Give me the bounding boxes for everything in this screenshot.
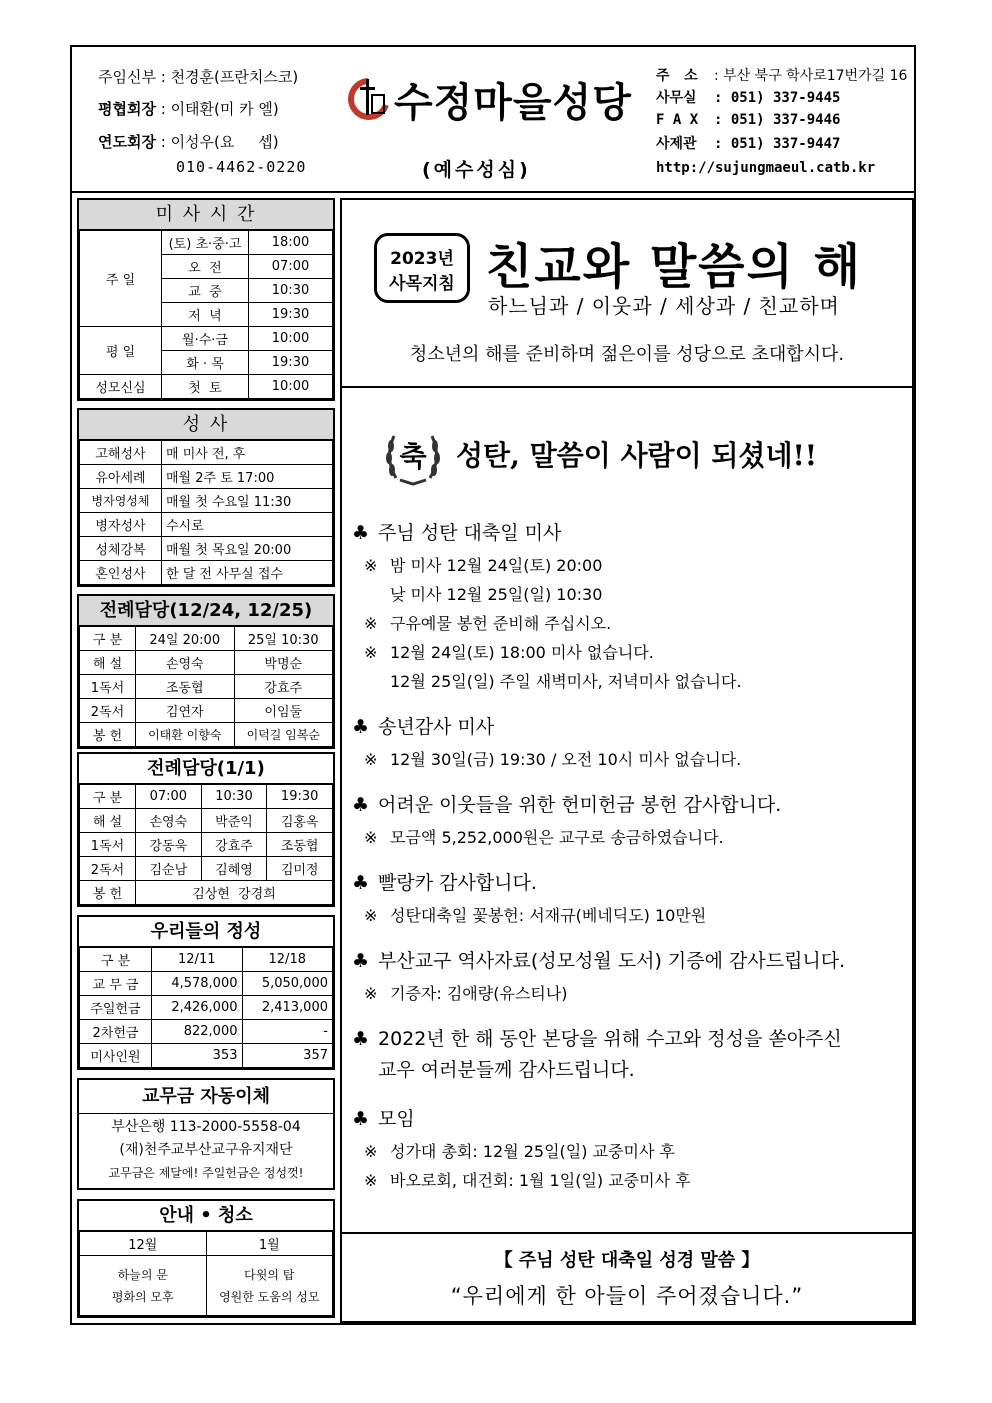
auto-transfer-box	[77, 1078, 335, 1190]
note-mark-icon: ※	[364, 1142, 378, 1161]
cleaning-group: 다윗의 탑	[244, 1267, 295, 1282]
mass-time: 07:00	[249, 255, 333, 279]
role-label: 1독서	[80, 675, 136, 699]
notice-item	[352, 667, 907, 696]
auto-transfer-title: 교무금 자동이체	[79, 1080, 333, 1114]
role-person: 김미정	[267, 857, 333, 881]
note-mark-icon: ※	[364, 643, 378, 662]
mass-time: 19:30	[249, 351, 333, 375]
table-row	[80, 675, 333, 699]
liturgy-xmas-box	[77, 594, 335, 749]
bulletin-header	[72, 47, 914, 193]
address-label: 주 소	[656, 68, 698, 84]
note-mark-icon: ※	[364, 1171, 378, 1190]
club-icon: ♣	[352, 872, 370, 894]
notice-text: 밤 미사 12월 24일(토) 20:00	[390, 556, 603, 575]
scripture-section	[342, 1232, 912, 1321]
pastoral-badge	[374, 233, 470, 303]
sacrament-name: 병자영성체	[80, 489, 162, 513]
notice-item	[352, 1137, 907, 1166]
table-row	[80, 537, 333, 561]
role-person: 김연자	[136, 699, 235, 723]
christmas-banner	[382, 426, 882, 486]
offering-amount: 2,413,000	[242, 996, 333, 1020]
notice-item	[352, 901, 907, 930]
table-row	[80, 785, 333, 809]
sacrament-name: 혼인성사	[80, 561, 162, 585]
club-icon: ♣	[352, 1028, 370, 1050]
liturgy-xmas-title: 전례담당(12/24, 12/25)	[79, 596, 333, 626]
office-line: 사무실 : 051) 337-9445	[656, 90, 841, 106]
notice-item	[352, 1166, 907, 1195]
sacrament-name: 고해성사	[80, 441, 162, 465]
mass-time: 19:30	[249, 303, 333, 327]
role-person: 김상현 강경희	[136, 881, 333, 905]
role-label: 2독서	[80, 857, 136, 881]
cleaning-box	[77, 1199, 335, 1318]
mass-times-box	[77, 198, 335, 401]
role-person: 이임둘	[234, 699, 333, 723]
sacrament-value: 매월 첫 수요일 11:30	[162, 489, 333, 513]
column-header: 구 분	[80, 948, 152, 972]
notice-title: 주님 성탄 대축일 미사	[378, 522, 562, 544]
role-label: 1독서	[80, 833, 136, 857]
role-person: 박준익	[201, 809, 267, 833]
role-label: 봉 헌	[80, 723, 136, 747]
club-icon: ♣	[352, 950, 370, 972]
sacrament-name: 유아세례	[80, 465, 162, 489]
sacrament-name: 병자성사	[80, 513, 162, 537]
note-mark-icon: ※	[364, 906, 378, 925]
notice-heading	[352, 712, 907, 739]
liturgy-xmas-table	[79, 626, 333, 747]
notice-item	[352, 745, 907, 774]
table-row	[80, 489, 333, 513]
offering-label: 교 무 금	[80, 972, 152, 996]
column-header: 12/11	[152, 948, 243, 972]
notice-text: 기증자: 김애량(유스티나)	[390, 984, 568, 1003]
adult-name: 이성우(요 셉)	[170, 133, 279, 151]
role-label: 해 설	[80, 809, 136, 833]
notice-text: 12월 24일(토) 18:00 미사 없습니다.	[390, 643, 654, 662]
rectory-line: 사제관 : 051) 337-9447	[656, 136, 841, 152]
scripture-quote: “우리에게 한 아들이 주어졌습니다.”	[450, 1284, 804, 1308]
notice-item	[352, 823, 907, 852]
notice-text: 성탄대축일 꽃봉헌: 서재규(베네딕도) 10만원	[390, 906, 707, 925]
notice-text: 낮 미사 12월 25일(일) 10:30	[390, 585, 603, 604]
table-row	[80, 1232, 333, 1256]
notice-item	[352, 638, 907, 667]
table-row	[80, 561, 333, 585]
pastoral-motto: 친교와 말씀의 해	[486, 239, 862, 295]
table-row	[80, 809, 333, 833]
note-mark-icon: ※	[364, 984, 378, 1003]
table-row	[80, 1020, 333, 1044]
month-header: 12월	[80, 1232, 207, 1256]
cleaning-title: 안내 • 청소	[79, 1201, 333, 1231]
weekday-label: 평 일	[80, 327, 162, 375]
pastor-line: 주임신부 : 천경훈(프란치스코)	[98, 68, 299, 86]
note-mark-icon: ※	[364, 556, 378, 575]
table-row	[80, 1256, 333, 1316]
pastoral-year: 2023년	[390, 249, 454, 269]
notice-text: 성가대 총회: 12월 25일(일) 교중미사 후	[390, 1142, 675, 1161]
table-row	[80, 441, 333, 465]
council-name: 이태환(미 카 엘)	[170, 100, 279, 118]
table-row	[80, 1044, 333, 1068]
notice-text: 12월 30일(금) 19:30 / 오전 10시 미사 없습니다.	[390, 750, 742, 769]
mass-time: 10:00	[249, 327, 333, 351]
table-row	[80, 948, 333, 972]
note-mark-icon: ※	[364, 828, 378, 847]
devotion-label: 성모신심	[80, 375, 162, 399]
mass-name: 교 중	[162, 279, 249, 303]
council-line: 평협회장 : 이태환(미 카 엘)	[98, 100, 279, 118]
mass-time: 10:00	[249, 375, 333, 399]
offering-amount: 353	[152, 1044, 243, 1068]
table-row	[80, 627, 333, 651]
sacraments-box	[77, 408, 335, 587]
notice-item	[352, 609, 907, 638]
offering-label: 미사인원	[80, 1044, 152, 1068]
role-person: 김홍옥	[267, 809, 333, 833]
offering-amount: 822,000	[152, 1020, 243, 1044]
table-row	[80, 833, 333, 857]
liturgy-newyear-table	[79, 784, 333, 905]
offering-amount: 5,050,000	[242, 972, 333, 996]
sunday-label: 주 일	[80, 231, 162, 327]
adult-label: 연도회장	[98, 133, 156, 151]
bank-account: 부산은행 113-2000-5558-04	[111, 1119, 301, 1135]
office-label: 사무실	[656, 90, 697, 106]
note-mark-icon: ※	[364, 750, 378, 769]
laurel-wreath-icon	[382, 426, 444, 486]
notice-text: 바오로회, 대건회: 1월 1일(일) 교중미사 후	[390, 1171, 691, 1190]
notice-item	[352, 580, 907, 609]
club-icon: ♣	[352, 1108, 370, 1130]
cleaning-dec	[80, 1256, 207, 1316]
adult-line: 연도회장 : 이성우(요 셉)	[98, 133, 279, 151]
sacraments-title: 성 사	[79, 410, 333, 440]
note-mark-icon: ※	[364, 614, 378, 633]
notice-title-continued: 교우 여러분들께 감사드립니다.	[378, 1059, 635, 1081]
column-header: 12/18	[242, 948, 333, 972]
table-row	[80, 699, 333, 723]
notice-text: 모금액 5,252,000원은 교구로 송금하였습니다.	[390, 828, 724, 847]
rectory-phone: 051) 337-9447	[730, 136, 841, 152]
month-header: 1월	[206, 1232, 333, 1256]
column-header: 07:00	[136, 785, 202, 809]
notice-title: 어려운 이웃들을 위한 헌미헌금 봉헌 감사합니다.	[378, 794, 782, 816]
role-label: 봉 헌	[80, 881, 136, 905]
column-header: 25일 10:30	[234, 627, 333, 651]
notice-heading	[352, 790, 907, 817]
table-row	[80, 857, 333, 881]
role-person: 이태환 이향숙	[136, 723, 235, 747]
role-person: 김순남	[136, 857, 202, 881]
offering-amount: 357	[242, 1044, 333, 1068]
notice-heading	[352, 946, 907, 973]
club-icon: ♣	[352, 794, 370, 816]
fax-number: 051) 337-9446	[730, 112, 841, 128]
bulletin-page	[70, 45, 916, 1325]
offering-label: 주일헌금	[80, 996, 152, 1020]
notice-text: 12월 25일(일) 주일 새벽미사, 저녁미사 없습니다.	[390, 672, 742, 691]
mass-name: (토) 초·중·고	[162, 231, 249, 255]
parish-theme: (예수성심)	[422, 159, 531, 181]
table-row	[80, 996, 333, 1020]
youth-message: 청소년의 해를 준비하며 젊은이를 성당으로 초대합시다.	[409, 344, 845, 365]
table-row	[80, 723, 333, 747]
role-person: 강동욱	[136, 833, 202, 857]
pastoral-sub: 하느님과 / 이웃과 / 세상과 / 친교하며	[488, 294, 840, 318]
cleaning-group: 하늘의 문	[117, 1267, 168, 1282]
cleaning-table	[79, 1231, 333, 1316]
fax-label: F A X	[656, 112, 699, 128]
column-header: 24일 20:00	[136, 627, 235, 651]
adult-phone: 010-4462-0220	[176, 158, 307, 176]
celebration-mark: 축	[399, 440, 427, 473]
cleaning-jan	[206, 1256, 333, 1316]
role-label: 2독서	[80, 699, 136, 723]
role-person: 김혜영	[201, 857, 267, 881]
sacrament-value: 한 달 전 사무실 접수	[162, 561, 333, 585]
notice-title: 송년감사 미사	[378, 716, 495, 738]
table-row	[80, 513, 333, 537]
auto-transfer-body	[79, 1114, 333, 1188]
role-person: 손영숙	[136, 651, 235, 675]
sacrament-value: 수시로	[162, 513, 333, 537]
address-value: 부산 북구 학사로17번가길 16	[723, 68, 908, 84]
church-logo-icon	[346, 75, 390, 121]
scripture-title: 【 주님 성탄 대축일 성경 말씀 】	[494, 1250, 760, 1271]
club-icon: ♣	[352, 522, 370, 544]
sacrament-value: 매월 2주 토 17:00	[162, 465, 333, 489]
notice-title: 모임	[378, 1108, 415, 1130]
offering-amount: 4,578,000	[152, 972, 243, 996]
mass-times-title: 미 사 시 간	[79, 200, 333, 230]
notice-heading	[352, 1104, 907, 1131]
parish-name: 수정마을성당	[394, 80, 632, 126]
address-line: 주 소 : 부산 북구 학사로17번가길 16	[656, 68, 908, 84]
table-row	[80, 327, 333, 351]
notice-item	[352, 551, 907, 580]
table-row	[80, 465, 333, 489]
role-label: 해 설	[80, 651, 136, 675]
mass-name: 오 전	[162, 255, 249, 279]
role-person: 박명순	[234, 651, 333, 675]
transfer-note: 교무금은 제달에! 주일헌금은 정성껏!	[108, 1166, 304, 1180]
sacrament-name: 성체강복	[80, 537, 162, 561]
table-row	[80, 651, 333, 675]
office-phone: 051) 337-9445	[730, 90, 841, 106]
account-holder: (재)천주교부산교구유지재단	[119, 1142, 293, 1158]
table-row	[80, 881, 333, 905]
column-header: 19:30	[267, 785, 333, 809]
mass-times-table	[79, 230, 333, 399]
mass-name: 첫 토	[162, 375, 249, 399]
pastoral-guideline	[342, 200, 912, 388]
offerings-box	[77, 915, 335, 1070]
offerings-table	[79, 947, 333, 1068]
sacraments-table	[79, 440, 333, 585]
offering-label: 2차헌금	[80, 1020, 152, 1044]
notices	[352, 518, 907, 1195]
notice-title: 빨랑카 감사합니다.	[378, 872, 537, 894]
notice-title: 2022년 한 해 동안 본당을 위해 수고와 정성을 쏟아주신	[378, 1028, 842, 1050]
sacrament-value: 매 미사 전, 후	[162, 441, 333, 465]
club-icon: ♣	[352, 716, 370, 738]
column-header: 구 분	[80, 627, 136, 651]
mass-name: 월·수·금	[162, 327, 249, 351]
mass-name: 저 녁	[162, 303, 249, 327]
banner-text: 성탄, 말씀이 사람이 되셨네!!	[456, 439, 818, 472]
notice-item	[352, 979, 907, 1008]
liturgy-newyear-title: 전례담당(1/1)	[79, 754, 333, 784]
council-label: 평협회장	[98, 100, 156, 118]
notice-heading	[352, 518, 907, 545]
table-row	[80, 375, 333, 399]
column-header: 구 분	[80, 785, 136, 809]
mass-time: 18:00	[249, 231, 333, 255]
column-header: 10:30	[201, 785, 267, 809]
offering-amount: -	[242, 1020, 333, 1044]
pastor-label: 주임신부	[98, 68, 156, 86]
notice-title: 부산교구 역사자료(성모성월 도서) 기증에 감사드립니다.	[378, 950, 846, 972]
notice-heading	[352, 868, 907, 895]
notice-text: 구유예물 봉헌 준비해 주십시오.	[390, 614, 612, 633]
cleaning-group: 평화의 모후	[111, 1289, 174, 1304]
role-person: 강효주	[234, 675, 333, 699]
role-person: 조동협	[267, 833, 333, 857]
role-person: 손영숙	[136, 809, 202, 833]
offering-amount: 2,426,000	[152, 996, 243, 1020]
pastoral-label: 사목지침	[389, 274, 455, 294]
liturgy-newyear-box	[77, 752, 335, 907]
role-person: 이덕길 임복순	[234, 723, 333, 747]
website-link[interactable]: http://sujungmaeul.catb.kr	[656, 160, 876, 176]
role-person: 조동협	[136, 675, 235, 699]
rectory-label: 사제관	[656, 136, 697, 152]
mass-time: 10:30	[249, 279, 333, 303]
cleaning-group: 영원한 도움의 성모	[219, 1289, 320, 1304]
fax-line: F A X : 051) 337-9446	[656, 112, 841, 128]
notice-heading	[352, 1024, 907, 1051]
table-row	[80, 231, 333, 255]
mass-name: 화 · 목	[162, 351, 249, 375]
table-row	[80, 972, 333, 996]
pastor-name: 천경훈(프란치스코)	[170, 68, 299, 86]
main-content	[340, 198, 914, 1323]
offerings-title: 우리들의 정성	[79, 917, 333, 947]
role-person: 강효주	[201, 833, 267, 857]
sacrament-value: 매월 첫 목요일 20:00	[162, 537, 333, 561]
